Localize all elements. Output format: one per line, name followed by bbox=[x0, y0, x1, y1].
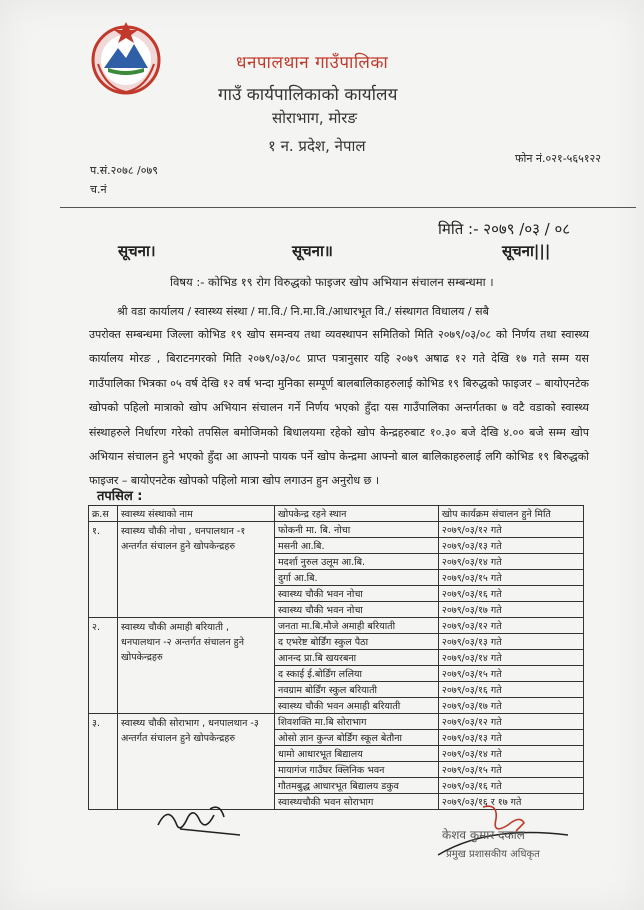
vaccination-center-cell: मदर्शा नुरुल उलूम आ.बि. bbox=[275, 554, 439, 570]
vaccination-center-cell: नवग्राम बोर्डिंग स्कुल बरियाती bbox=[275, 682, 439, 698]
schedule-date-cell: २०७९/०३/१३ गते bbox=[438, 730, 583, 746]
schedule-date-cell: २०७९/०३/१२ गते bbox=[438, 618, 583, 634]
institution-cell: स्वास्थ्य चौकी सोराभाग , धनपालथान -३ अन्तर्गत संचालन हुने खोपकेन्द्रहरु bbox=[118, 714, 275, 810]
vaccination-center-cell: स्वास्थ्य चौकी भवन नोचा bbox=[275, 602, 439, 618]
phone-number: फोन नं.०२१-५६५१२२ bbox=[515, 152, 601, 165]
vaccination-center-cell: द स्काई ई.बोर्डिंग ललिया bbox=[275, 666, 439, 682]
schedule-date-cell: २०७९/०३/१५ गते bbox=[438, 570, 583, 586]
schedule-date-cell: २०७९/०३/१३ गते bbox=[438, 538, 583, 554]
signatory-title: प्रमुख प्रशासकीय अधिकृत bbox=[446, 849, 540, 860]
office-name: गाउँ कार्यपालिकाको कार्यालय bbox=[218, 85, 398, 105]
schedule-date-cell: २०७९/०३/१५ गते bbox=[438, 762, 583, 778]
serial-number-cell: ३. bbox=[89, 714, 118, 810]
table-header-row bbox=[89, 506, 584, 522]
vaccination-center-cell: गौतमबुद्ध आधारभूत बिद्यालय डकुव bbox=[275, 778, 439, 794]
institution-cell: स्वास्थ्य चौकी अमाही बरियाती , धनपालथान -२ अन्तर्गत संचालन हुने खोपकेन्द्रहरु bbox=[118, 618, 275, 714]
schedule-date-cell: २०७९/०३/१२ गते bbox=[438, 714, 583, 730]
schedule-date-cell: २०७९/०३/१४ गते bbox=[438, 554, 583, 570]
column-header-date: खोप कार्यक्रम संचालन हुने मिति bbox=[438, 506, 583, 522]
vaccination-center-cell: जनता मा.बि.मौजे अमाही बरियाती bbox=[275, 618, 439, 634]
office-province: १ न. प्रदेश, नेपाल bbox=[268, 137, 366, 155]
schedule-date-cell: २०७९/०३/१४ गते bbox=[438, 746, 583, 762]
schedule-date-cell: २०७९/०३/१४ गते bbox=[438, 650, 583, 666]
letter-body: उपरोक्त सम्बन्धमा जिल्ला कोभिड १९ खोप समन्वय तथा व्यवस्थापन समितिको मिति २०७९/०३/०८ को निर्णय तथा स्वास्थ्य कार्यालय मोरङ , बिराटनगरको मिति २०७९/०३/०८ प्राप्त पत्रानुसार यहि २०७९ अषाढ १२ गते देखि १७ गते सम्म यस गाउँपालिका भित्रका ०५ वर्ष देखि १२ वर्ष भन्दा मुनिका सम्पूर्ण बालबालिकाहरुलाई कोभिड १९ बिरुद्धको फाइजर – बायोएनटेक खोपको पहिलो मात्राको खोप अभियान संचालन गर्ने निर्णय भएको हुँदा यस गाउँपालिका अन्तर्गतका ७ वटै वडाको स्वास्थ्य संस्थाहरुले निर्धारण गरेको तपसिल बमोजिमको बिधालयमा रहेको खोप केन्द्रहरुबाट १०.३० बजे देखि ४.०० बजे सम्म खोप अभियान संचालन हुने भएको हुँदा आ आफ्नो पायक पर्ने खोप केन्द्रमा आफ्नो बाल बालिकाहरुलाई लगि कोभिड १९ बिरुद्धको फाइजर – बायोएनटेक खोपको पहिलो मात्रा खोप लगाउन हुन अनुरोध छ । bbox=[89, 328, 589, 488]
vaccination-center-cell: स्वास्थ्यचौकी भवन सोराभाग bbox=[275, 794, 439, 810]
nepal-emblem-icon bbox=[86, 18, 166, 98]
column-header-center: खोपकेन्द्र रहने स्थान bbox=[275, 506, 439, 522]
vaccination-center-cell: द एभरेष्ट बोर्डिंग स्कुल पैठा bbox=[275, 634, 439, 650]
letter-subject: विषय :- कोभिड १९ रोग विरुद्धको फाइजर खोप अभियान संचालन सम्बन्धमा । bbox=[170, 275, 494, 289]
table-row bbox=[89, 618, 584, 634]
schedule-date-cell: २०७९/०३/१६ गते bbox=[438, 586, 583, 602]
table-body bbox=[89, 522, 584, 810]
vaccination-schedule-table bbox=[88, 505, 584, 810]
notice-label-2: सूचना॥ bbox=[292, 242, 333, 260]
schedule-date-cell: २०७९/०३/१७ गते bbox=[438, 602, 583, 618]
schedule-heading: तपसिल : bbox=[97, 489, 143, 504]
notice-label-3: सूचना||| bbox=[502, 242, 551, 260]
schedule-date-cell: २०७९/०३/१६ गते bbox=[438, 778, 583, 794]
schedule-date-cell: २०७९/०३/१५ गते bbox=[438, 666, 583, 682]
reference-number: प.सं.२०७८ /०७९ bbox=[90, 164, 158, 177]
signatory-name: केशव कुमार दकाल bbox=[442, 828, 525, 842]
column-header-institution: स्वास्थ्य संस्थाको नाम bbox=[118, 506, 275, 522]
serial-number-cell: १. bbox=[89, 522, 118, 618]
table-row bbox=[89, 522, 584, 538]
vaccination-center-cell: मसनी आ.बि. bbox=[275, 538, 439, 554]
column-header-sn: क्र.स bbox=[89, 506, 118, 522]
header-divider bbox=[60, 207, 636, 208]
letter-date: मिति :- २०७९ /०३ / ०८ bbox=[438, 220, 571, 238]
vaccination-center-cell: स्वास्थ्य चौकी भवन अमाही बरियाती bbox=[275, 698, 439, 714]
vaccination-center-cell: दुर्गा आ.बि. bbox=[275, 570, 439, 586]
notice-label-1: सूचना। bbox=[118, 242, 156, 260]
institution-cell: स्वास्थ्य चौकी नोचा , धनपालथान -१ अन्तर्गत संचालन हुने खोपकेन्द्रहरु bbox=[118, 522, 275, 618]
vaccination-center-cell: धामो आधारभूत बिद्यालय bbox=[275, 746, 439, 762]
schedule-date-cell: २०७९/०३/१६ गते bbox=[438, 682, 583, 698]
organization-name: धनपालथान गाउँपालिका bbox=[236, 53, 389, 73]
table-row bbox=[89, 714, 584, 730]
vaccination-center-cell: मायागंज गाउँघर क्लिनिक भवन bbox=[275, 762, 439, 778]
schedule-date-cell: २०७९/०३/१३ गते bbox=[438, 634, 583, 650]
vaccination-center-cell: शिवशक्ति मा.बि सोराभाग bbox=[275, 714, 439, 730]
vaccination-center-cell: ओसो ज्ञान कुन्ज बोर्डिंग स्कूल बेतौना bbox=[275, 730, 439, 746]
letter-recipients: श्री वडा कार्यालय / स्वास्थ्य संस्था / मा.वि./ नि.मा.वि./आधारभूत वि./ संस्थागत विधालय / सबै bbox=[117, 305, 489, 318]
dispatch-number: च.नं bbox=[90, 183, 107, 196]
signature-left-icon bbox=[150, 795, 250, 845]
vaccination-center-cell: स्वास्थ्य चौकी भवन नोचा bbox=[275, 586, 439, 602]
serial-number-cell: २. bbox=[89, 618, 118, 714]
office-address: सोराभाग, मोरङ bbox=[272, 109, 358, 127]
vaccination-center-cell: फोकनी मा. बि. नोचा bbox=[275, 522, 439, 538]
schedule-date-cell: २०७९/०३/१७ गते bbox=[438, 698, 583, 714]
schedule-date-cell: २०७९/०३/१६ र १७ गते bbox=[438, 794, 583, 810]
vaccination-center-cell: आनन्द प्रा.बि खयरबना bbox=[275, 650, 439, 666]
schedule-date-cell: २०७९/०३/१२ गते bbox=[438, 522, 583, 538]
